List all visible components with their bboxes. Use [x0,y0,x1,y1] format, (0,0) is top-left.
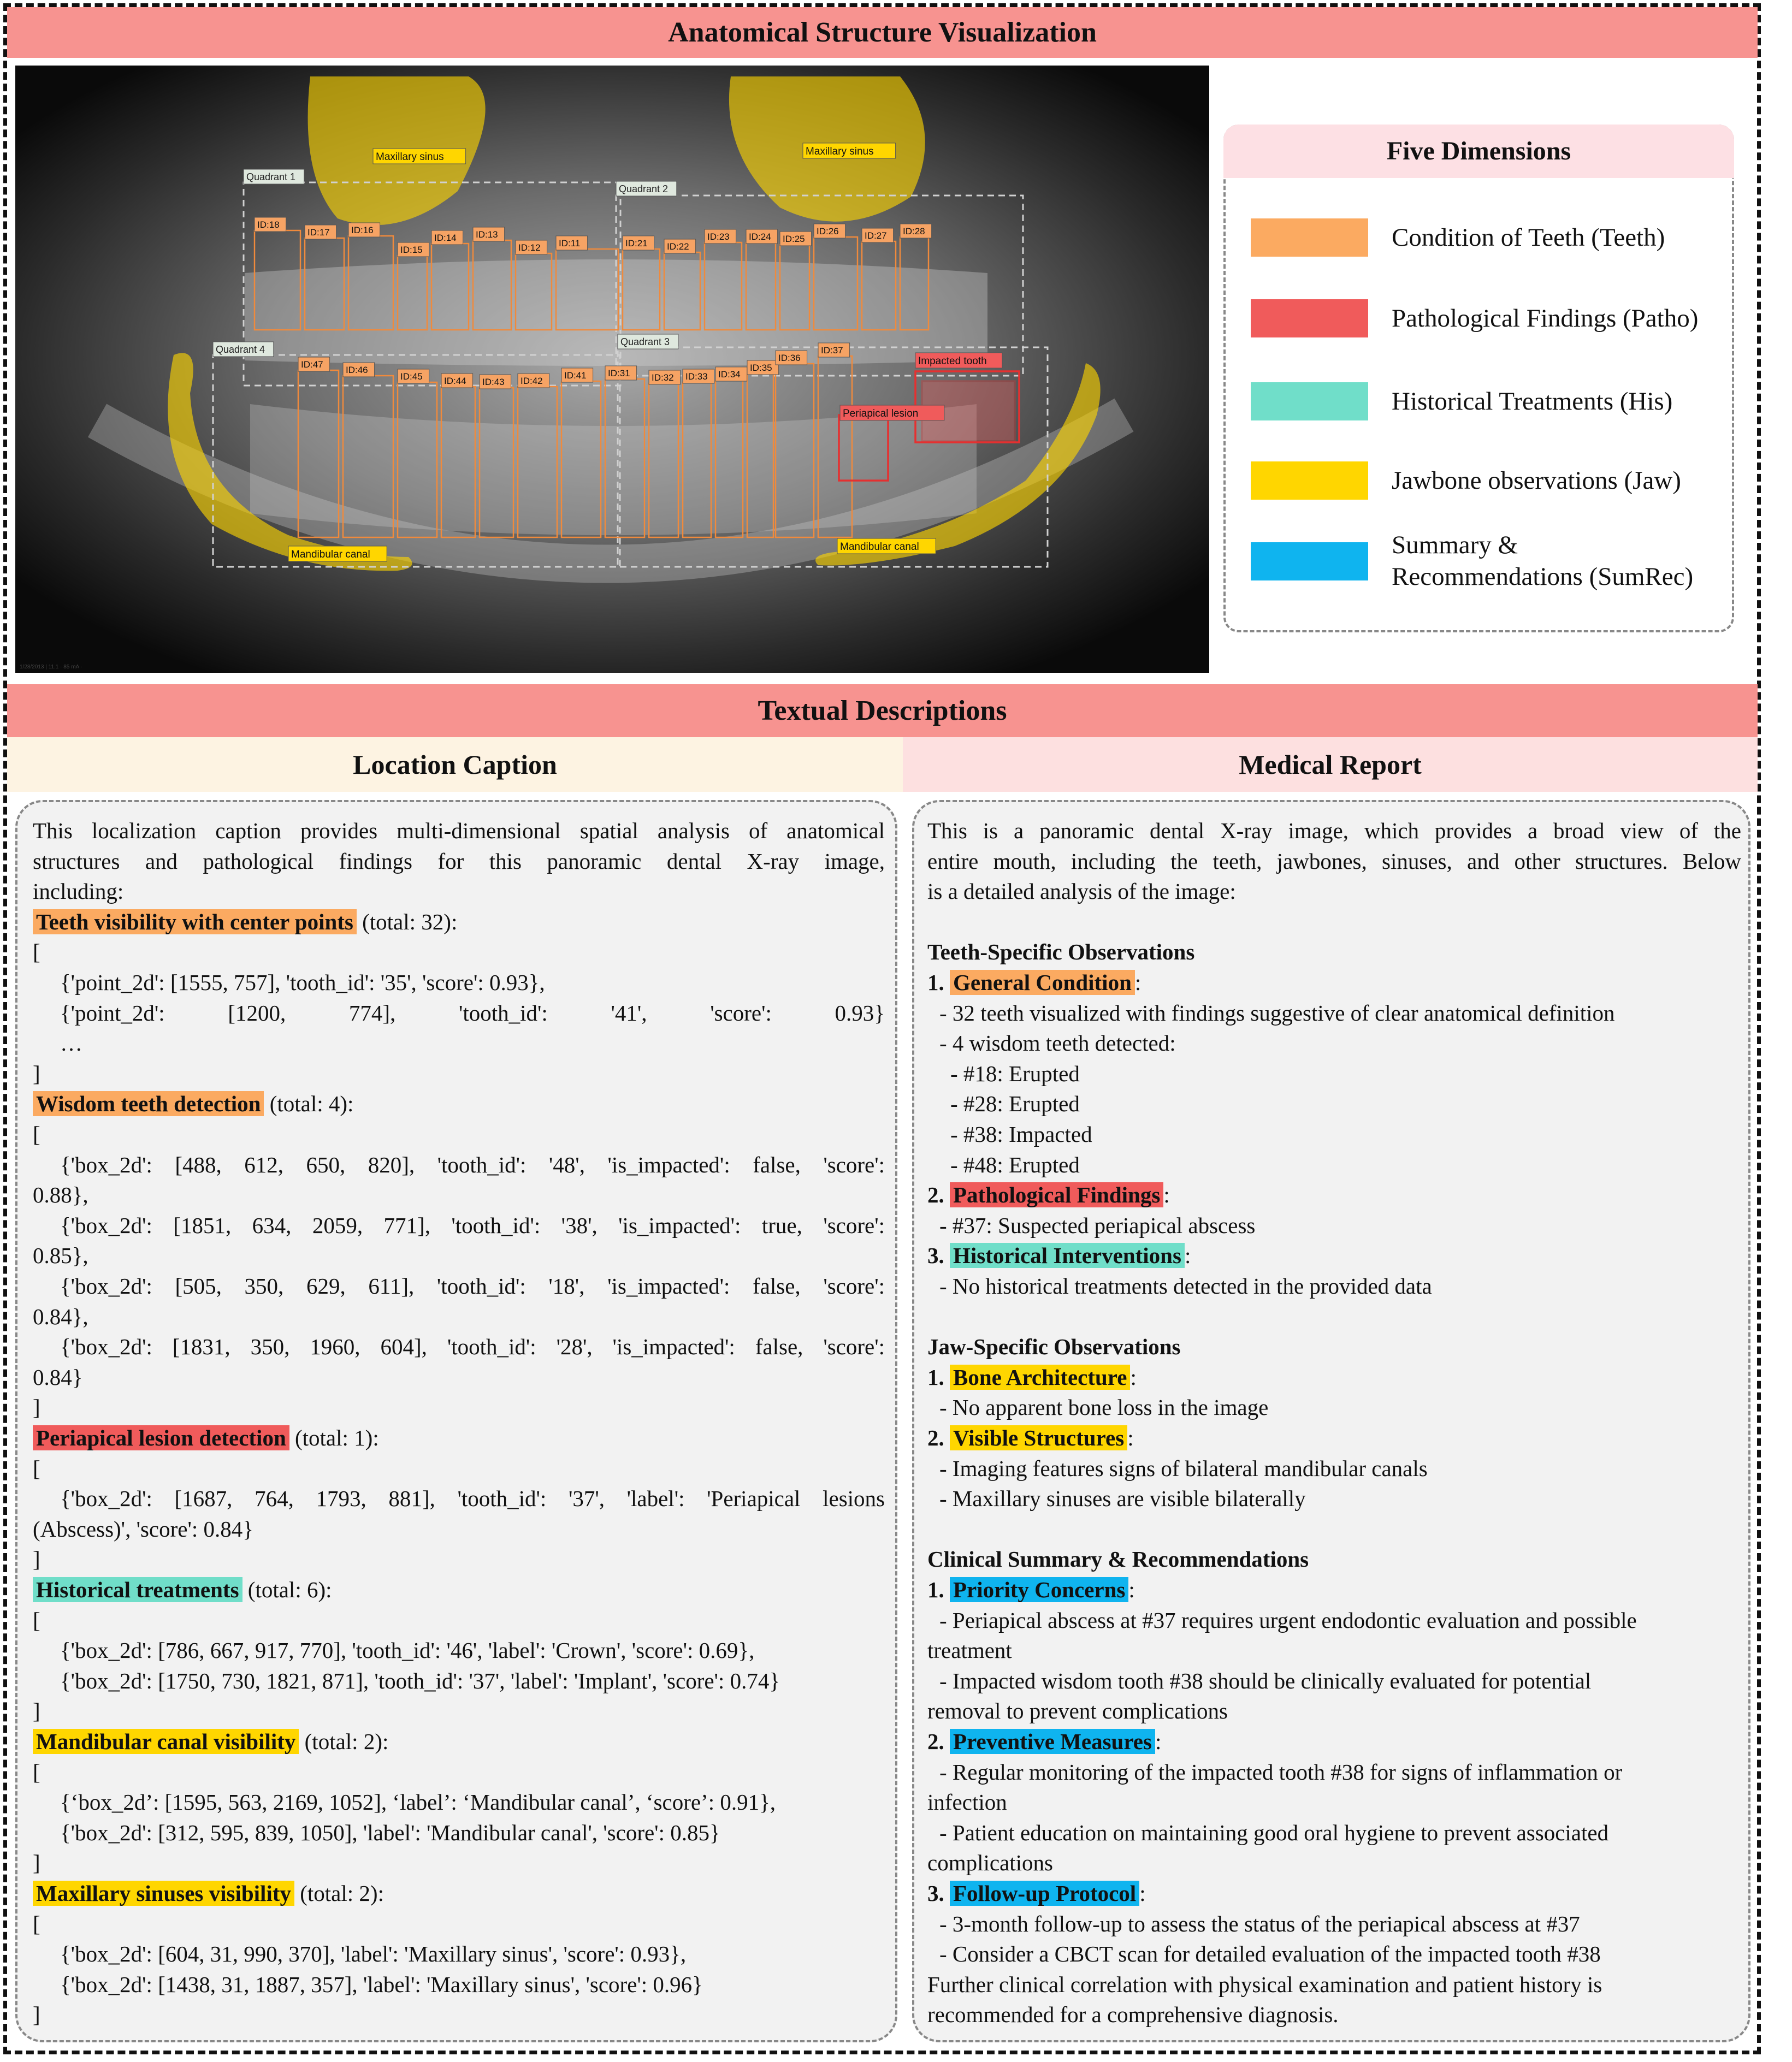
wisdom-teeth-line: {'box_2d': [505, 350, 629, 611], 'tooth_id': '18', 'is_impacted': false, 'score': [60,1273,885,1299]
report-intro-line: is a detailed analysis of the image: [927,879,1236,904]
general-condition-line: - #18: Erupted [950,1060,1080,1086]
item-number: 1. [927,970,950,995]
historical-treatments-line: {'box_2d': [786, 667, 917, 770], 'tooth_id': '46', 'label': 'Crown', 'score': 0.69}, [60,1638,755,1663]
tooth-id-label [705,229,736,244]
general-condition-line: - 32 teeth visualized with findings suggestive of clear anatomical definition [939,1000,1615,1026]
heading-suffix: (total: 2): [299,1729,389,1754]
mandibular-canal-label [837,538,936,554]
teeth-visibility-line: {'point_2d': [1200, 774], 'tooth_id': '41', 'score': 0.93} [60,1000,885,1026]
highlighted-title: Preventive Measures [950,1729,1155,1754]
dimension-label: Summary & Recommendations (SumRec) [1392,531,1694,591]
heading-suffix: : [1155,1729,1162,1754]
dimension-label: Historical Treatments (His) [1392,387,1673,416]
item-number: 1. [927,1364,950,1390]
svg-text:Mandibular canal: Mandibular canal [840,541,919,553]
medical-report-header: Medical Report [903,737,1758,792]
svg-text:ID:15: ID:15 [400,245,423,255]
visible-structures-line: - Maxillary sinuses are visible bilaterally [939,1486,1306,1512]
preventive-measures-line: - Patient education on maintaining good oral hygiene to prevent associated [939,1820,1609,1845]
tooth-id-label [398,369,429,383]
teeth-visibility-line: {'point_2d': [1555, 757], 'tooth_id': '35', 'score': 0.93}, [60,970,545,995]
quadrant-label [616,181,677,196]
wisdom-teeth-heading [33,1090,353,1117]
priority-concerns-line: - Periapical abscess at #37 requires urgent endodontic evaluation and possible [939,1607,1637,1633]
svg-text:ID:25: ID:25 [783,234,805,244]
tooth-id-label [780,232,812,246]
wisdom-teeth-line: {'box_2d': [1831, 350, 1960, 604], 'tooth_id': '28', 'is_impacted': false, 'score': [60,1334,885,1360]
visible-structures-heading [927,1424,1134,1451]
general-condition-heading [927,969,1141,996]
svg-text:Quadrant 4: Quadrant 4 [216,344,265,355]
impacted-tooth-label [915,353,1002,368]
periapical-lesion-line: (Abscess)', 'score': 0.84} [33,1516,253,1542]
wisdom-teeth-line: {'box_2d': [488, 612, 650, 820], 'tooth_id': '48', 'is_impacted': false, 'score': [60,1152,885,1177]
highlighted-title: Historical Interventions [950,1243,1185,1268]
historical-interventions-line: - No historical treatments detected in the provided data [939,1273,1432,1299]
dimension-swatch [1251,461,1368,500]
priority-concerns-line: - Impacted wisdom tooth #38 should be clinically evaluated for potential [939,1668,1592,1693]
svg-text:Quadrant 3: Quadrant 3 [620,336,670,347]
wisdom-teeth-line: 0.84}, [33,1303,88,1329]
svg-text:ID:44: ID:44 [444,376,466,386]
highlighted-title: Bone Architecture [950,1365,1130,1390]
svg-text:ID:47: ID:47 [301,359,323,370]
periapical-lesion-line: [ [33,1455,40,1481]
historical-treatments-line: {'box_2d': [1750, 730, 1821, 871], 'tooth_id': '37', 'label': 'Implant', 'score': 0.74} [60,1668,780,1693]
heading-suffix: : [1184,1243,1191,1269]
report-intro-line: This is a panoramic dental X-ray image, which provides a broad view of the [927,818,1741,843]
mandibular-canal-line: {'box_2d': [312, 595, 839, 1050], 'label': 'Mandibular canal', 'score': 0.85} [60,1820,720,1845]
general-condition-line: - #28: Erupted [950,1091,1080,1117]
mandibular-canal-line: ] [33,1850,40,1876]
highlighted-title: Periapical lesion detection [33,1425,289,1450]
svg-text:ID:17: ID:17 [307,227,330,238]
svg-text:ID:24: ID:24 [749,232,771,242]
teeth-visibility-line: ] [33,1060,40,1086]
priority-concerns-heading [927,1576,1135,1603]
periapical-lesion-line: {'box_2d': [1687, 764, 1793, 881], 'tooth_id': '37', 'label': 'Periapical lesions [60,1486,885,1512]
quadrant-label [244,169,304,184]
svg-text:ID:37: ID:37 [821,345,843,355]
maxillary-sinus-label [803,143,896,158]
svg-text:ID:21: ID:21 [625,238,648,248]
teeth-visibility-line: … [60,1030,82,1056]
wisdom-teeth-line: 0.84} [33,1364,83,1390]
tooth-id-label [862,228,894,242]
periapical-lesion-line: ] [33,1546,40,1572]
preventive-measures-heading [927,1728,1161,1755]
panoramic-xray [15,66,1209,673]
teeth-visibility-heading [33,908,457,935]
tooth-id-label [814,224,845,238]
svg-text:ID:32: ID:32 [652,372,674,383]
wisdom-teeth-line: ] [33,1395,40,1420]
heading-suffix: : [1163,1182,1170,1208]
anatomical-visualization-header: Anatomical Structure Visualization [7,7,1758,58]
location-caption-header: Location Caption [7,737,903,792]
tooth-id-label [480,375,511,389]
svg-text:ID:45: ID:45 [400,371,423,382]
tooth-id-label [561,368,593,382]
item-number: 2. [927,1425,950,1450]
tooth-id-label [715,367,747,381]
quadrant-label [213,342,274,357]
svg-text:Quadrant 1: Quadrant 1 [246,171,296,182]
svg-text:ID:14: ID:14 [434,233,457,243]
highlighted-title: Teeth visibility with center points [33,909,357,934]
report-closing-line: Further clinical correlation with physical examination and patient history is [927,1971,1602,1997]
svg-text:ID:11: ID:11 [559,238,581,248]
svg-text:ID:33: ID:33 [685,371,708,382]
heading-suffix: (total: 6): [242,1577,332,1602]
tooth-id-label [605,366,637,380]
svg-text:ID:22: ID:22 [667,241,689,252]
dimension-swatch [1251,299,1368,337]
svg-text:Maxillary sinus: Maxillary sinus [376,151,444,163]
teeth-visibility-line: [ [33,939,40,965]
heading-suffix: : [1134,970,1142,995]
svg-text:ID:42: ID:42 [521,376,543,386]
tooth-id-label [343,363,375,377]
heading-suffix: (total: 1): [289,1425,379,1450]
clinical-summary-heading: Clinical Summary & Recommendations [927,1546,1309,1572]
svg-text:ID:31: ID:31 [608,368,630,378]
mandibular-canal-label [288,546,387,561]
tooth-id-label [683,369,714,383]
mandibular-canal-line: {‘box_2d’: [1595, 563, 2169, 1052], ‘label’: ‘Mandibular canal’, ‘score’: 0.91}, [60,1790,776,1815]
tooth-id-label [746,229,778,244]
general-condition-line: - #38: Impacted [950,1122,1092,1147]
follow-up-protocol-heading [927,1880,1146,1907]
highlighted-title: Mandibular canal visibility [33,1729,299,1754]
svg-text:Maxillary sinus: Maxillary sinus [806,146,874,157]
heading-suffix: : [1127,1425,1134,1450]
tooth-id-label [298,357,330,371]
tooth-id-label [623,236,654,250]
bone-architecture-heading [927,1364,1137,1391]
historical-treatments-heading [33,1576,332,1603]
quadrant-label [618,334,678,349]
highlighted-title: Follow-up Protocol [950,1881,1139,1906]
tooth-id-label [818,343,850,357]
heading-suffix: (total: 32): [356,909,458,934]
tooth-id-label [441,374,473,388]
svg-text:ID:12: ID:12 [518,242,541,253]
maxillary-sinuses-line: ] [33,2002,40,2028]
svg-text:Impacted tooth: Impacted tooth [918,355,987,367]
tooth-id-label [431,230,463,245]
svg-text:ID:27: ID:27 [865,230,887,241]
tooth-id-label [556,236,588,250]
follow-up-protocol-line: - Consider a CBCT scan for detailed evaluation of the impacted tooth #38 [939,1941,1601,1967]
svg-text:Periapical lesion: Periapical lesion [843,408,919,419]
svg-text:ID:43: ID:43 [482,377,505,387]
highlighted-title: Priority Concerns [950,1577,1128,1602]
report-intro-line: entire mouth, including the teeth, jawbones, sinuses, and other structures. Below [927,848,1741,874]
historical-treatments-line: [ [33,1607,40,1633]
item-number: 1. [927,1577,950,1602]
general-condition-line: - 4 wisdom teeth detected: [939,1030,1176,1056]
svg-text:ID:46: ID:46 [346,365,368,375]
tooth-id-label [398,242,429,257]
heading-suffix: : [1128,1577,1135,1602]
dimension-swatch [1251,542,1368,580]
svg-text:Mandibular canal: Mandibular canal [291,549,370,560]
tooth-id-label [348,223,380,237]
highlighted-title: Visible Structures [950,1425,1127,1450]
item-number: 3. [927,1243,950,1269]
svg-text:ID:23: ID:23 [707,232,730,242]
bone-architecture-line: - No apparent bone loss in the image [939,1395,1269,1420]
teeth-observations-heading: Teeth-Specific Observations [927,939,1195,965]
highlighted-title: Historical treatments [33,1577,243,1602]
tooth-id-label [776,351,807,365]
svg-text:ID:13: ID:13 [476,229,498,240]
item-number: 3. [927,1881,950,1906]
highlighted-title: Maxillary sinuses visibility [33,1881,294,1906]
svg-text:ID:34: ID:34 [718,369,741,380]
svg-text:ID:26: ID:26 [817,226,839,236]
tooth-id-label [664,239,696,253]
heading-suffix: : [1130,1364,1137,1390]
item-number: 2. [927,1729,950,1754]
xray-footer-text: 1/28/2013 | 11.1 · 85 mA · [20,664,82,670]
svg-text:ID:28: ID:28 [903,226,925,236]
tooth-id-label [473,227,505,241]
tooth-id-label [516,240,547,254]
pathological-findings-line: - #37: Suspected periapical abscess [939,1212,1256,1238]
periapical-lesion-heading [33,1424,379,1451]
follow-up-protocol-line: - 3-month follow-up to assess the status of the periapical abscess at #37 [939,1911,1580,1936]
dimension-label: Condition of Teeth (Teeth) [1392,223,1665,252]
maxillary-sinus-label [373,149,466,164]
heading-suffix: : [1139,1881,1146,1906]
periapical-lesion-label [840,405,944,420]
general-condition-line: - #48: Erupted [950,1152,1080,1177]
maxillary-sinuses-line: [ [33,1911,40,1936]
caption-intro-line: This localization caption provides multi-dimensional spatial analysis of anatomical [33,818,885,843]
svg-text:ID:36: ID:36 [778,353,801,363]
maxillary-sinuses-line: {'box_2d': [1438, 31, 1887, 357], 'label': 'Maxillary sinus', 'score': 0.96} [60,1971,703,1997]
tooth-id-label [649,370,681,384]
maxillary-sinuses-heading [33,1880,384,1907]
wisdom-teeth-line: {'box_2d': [1851, 634, 2059, 771], 'tooth_id': '38', 'is_impacted': true, 'score': [60,1212,885,1238]
dimension-label: Jawbone observations (Jaw) [1392,466,1681,495]
historical-treatments-line: ] [33,1698,40,1724]
wisdom-teeth-line: 0.88}, [33,1182,88,1208]
wisdom-teeth-line: [ [33,1122,40,1147]
visible-structures-line: - Imaging features signs of bilateral mandibular canals [939,1455,1428,1481]
svg-text:Quadrant 2: Quadrant 2 [619,183,669,194]
caption-intro-line: including: [33,879,124,904]
highlighted-title: Wisdom teeth detection [33,1091,264,1116]
mandibular-canal-line: [ [33,1759,40,1785]
jaw-observations-heading: Jaw-Specific Observations [927,1334,1181,1360]
heading-suffix: (total: 4): [264,1091,354,1117]
historical-interventions-heading [927,1242,1191,1269]
preventive-measures-line: infection [927,1790,1007,1815]
highlighted-title: General Condition [950,970,1135,995]
textual-descriptions-header: Textual Descriptions [7,684,1758,737]
mandibular-canal-heading [33,1728,388,1755]
pathological-findings-heading [927,1181,1170,1208]
priority-concerns-line: removal to prevent complications [927,1698,1228,1724]
svg-text:ID:18: ID:18 [257,220,280,230]
dimension-swatch [1251,382,1368,420]
priority-concerns-line: treatment [927,1638,1012,1663]
wisdom-teeth-line: 0.85}, [33,1243,88,1269]
tooth-id-label [900,224,932,238]
tooth-id-label [747,360,779,375]
caption-intro-line: structures and pathological findings for this panoramic dental X-ray image, [33,848,885,874]
highlighted-title: Pathological Findings [950,1182,1163,1207]
preventive-measures-line: complications [927,1850,1054,1876]
maxillary-sinuses-line: {'box_2d': [604, 31, 990, 370], 'label': 'Maxillary sinus', 'score': 0.93}, [60,1941,687,1967]
svg-text:ID:16: ID:16 [351,225,374,235]
item-number: 2. [927,1182,950,1208]
tooth-id-label [255,217,286,232]
tooth-id-label [305,225,336,239]
preventive-measures-line: - Regular monitoring of the impacted tooth #38 for signs of inflammation or [939,1759,1623,1785]
dimension-label: Pathological Findings (Patho) [1392,304,1699,333]
five-dimensions-title: Five Dimensions [1223,125,1734,178]
report-closing-line: recommended for a comprehensive diagnosis. [927,2002,1339,2028]
svg-text:ID:35: ID:35 [750,363,772,373]
svg-text:ID:41: ID:41 [564,370,587,381]
tooth-id-label [518,374,549,388]
heading-suffix: (total: 2): [294,1881,384,1906]
dimension-swatch [1251,218,1368,257]
